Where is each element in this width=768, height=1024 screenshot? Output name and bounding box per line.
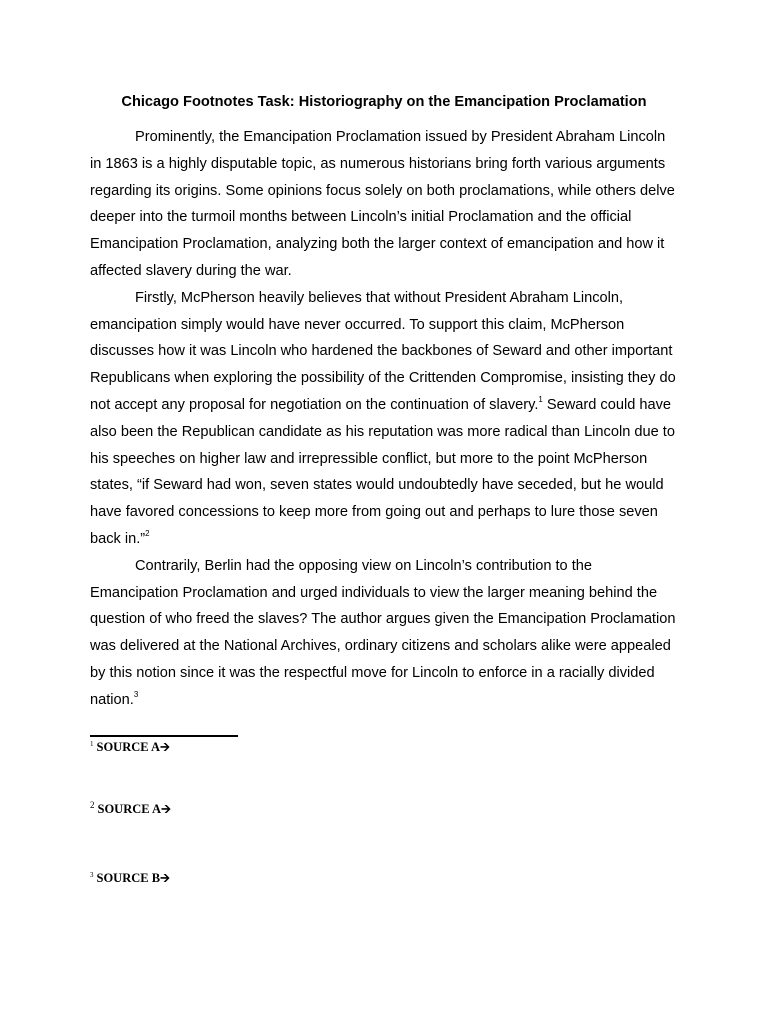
- footnote-3-label: SOURCE B: [96, 871, 161, 885]
- right-arrow-icon: 🡪: [160, 740, 170, 754]
- footnote-ref-3[interactable]: 3: [133, 689, 139, 699]
- footnote-1-number: 1: [90, 739, 94, 748]
- footnote-1-label: SOURCE A: [96, 740, 161, 754]
- right-arrow-icon: 🡪: [160, 871, 170, 885]
- paragraph-mcpherson-text-2: Seward could have also been the Republican candidate as his reputation was more radical than Lincoln due to his speeches on higher law and irrepressible conflict, but more to the point McPherson states, “if Seward had won, seven states would undoubtedly have seceded, but he would have favored concessions to keep more from going out and perhaps to lure those seven back in.”: [90, 396, 675, 547]
- paragraph-mcpherson: [90, 285, 678, 553]
- footnote-separator: [90, 735, 238, 737]
- footnote-2: [90, 801, 171, 817]
- document-title: Chicago Footnotes Task: Historiography on the Emancipation Proclamation: [121, 94, 647, 110]
- paragraph-berlin: [90, 553, 678, 714]
- right-arrow-icon: 🡪: [161, 802, 171, 816]
- footnote-ref-2[interactable]: 2: [145, 529, 150, 539]
- footnote-2-number: 2: [90, 799, 95, 810]
- document-body: [90, 124, 678, 714]
- paragraph-intro: [90, 124, 678, 285]
- footnote-2-label: SOURCE A: [97, 802, 162, 816]
- paragraph-mcpherson-text-1: Firstly, McPherson heavily believes that without President Abraham Lincoln, emancipation simply would have never occurred. To support this claim, McPherson discusses how it was Lincoln who hardened the backbones of Seward and other important Republicans when exploring the possibility of the Crittenden Compromise, insisting they do not accept any proposal for negotiation on the continuation of slavery.: [90, 289, 676, 413]
- footnote-3: [90, 870, 170, 886]
- footnote-ref-1[interactable]: 1: [538, 395, 543, 405]
- paragraph-berlin-text: Contrarily, Berlin had the opposing view on Lincoln’s contribution to the Emancipation Proclamation and urged individuals to view the larger meaning behind the question of who freed the slaves? The author argues given the Emancipation Proclamation was delivered at the National Archives, ordinary citizens and scholars alike were appealed by this notion since it was the respectful move for Lincoln to enforce in a racially divided nation.: [90, 557, 676, 708]
- footnote-1: [90, 739, 170, 755]
- footnote-3-number: 3: [90, 870, 94, 879]
- paragraph-intro-text: Prominently, the Emancipation Proclamation issued by President Abraham Lincoln in 1863 is a highly disputable topic, as numerous historians bring forth various arguments regarding its origins. Some opinions focus solely on both proclamations, while others delve deeper into the turmoil months between Lincoln’s initial Proclamation and the official Emancipation Proclamation, analyzing both the larger context of emancipation and how it affected slavery during the war.: [90, 129, 675, 279]
